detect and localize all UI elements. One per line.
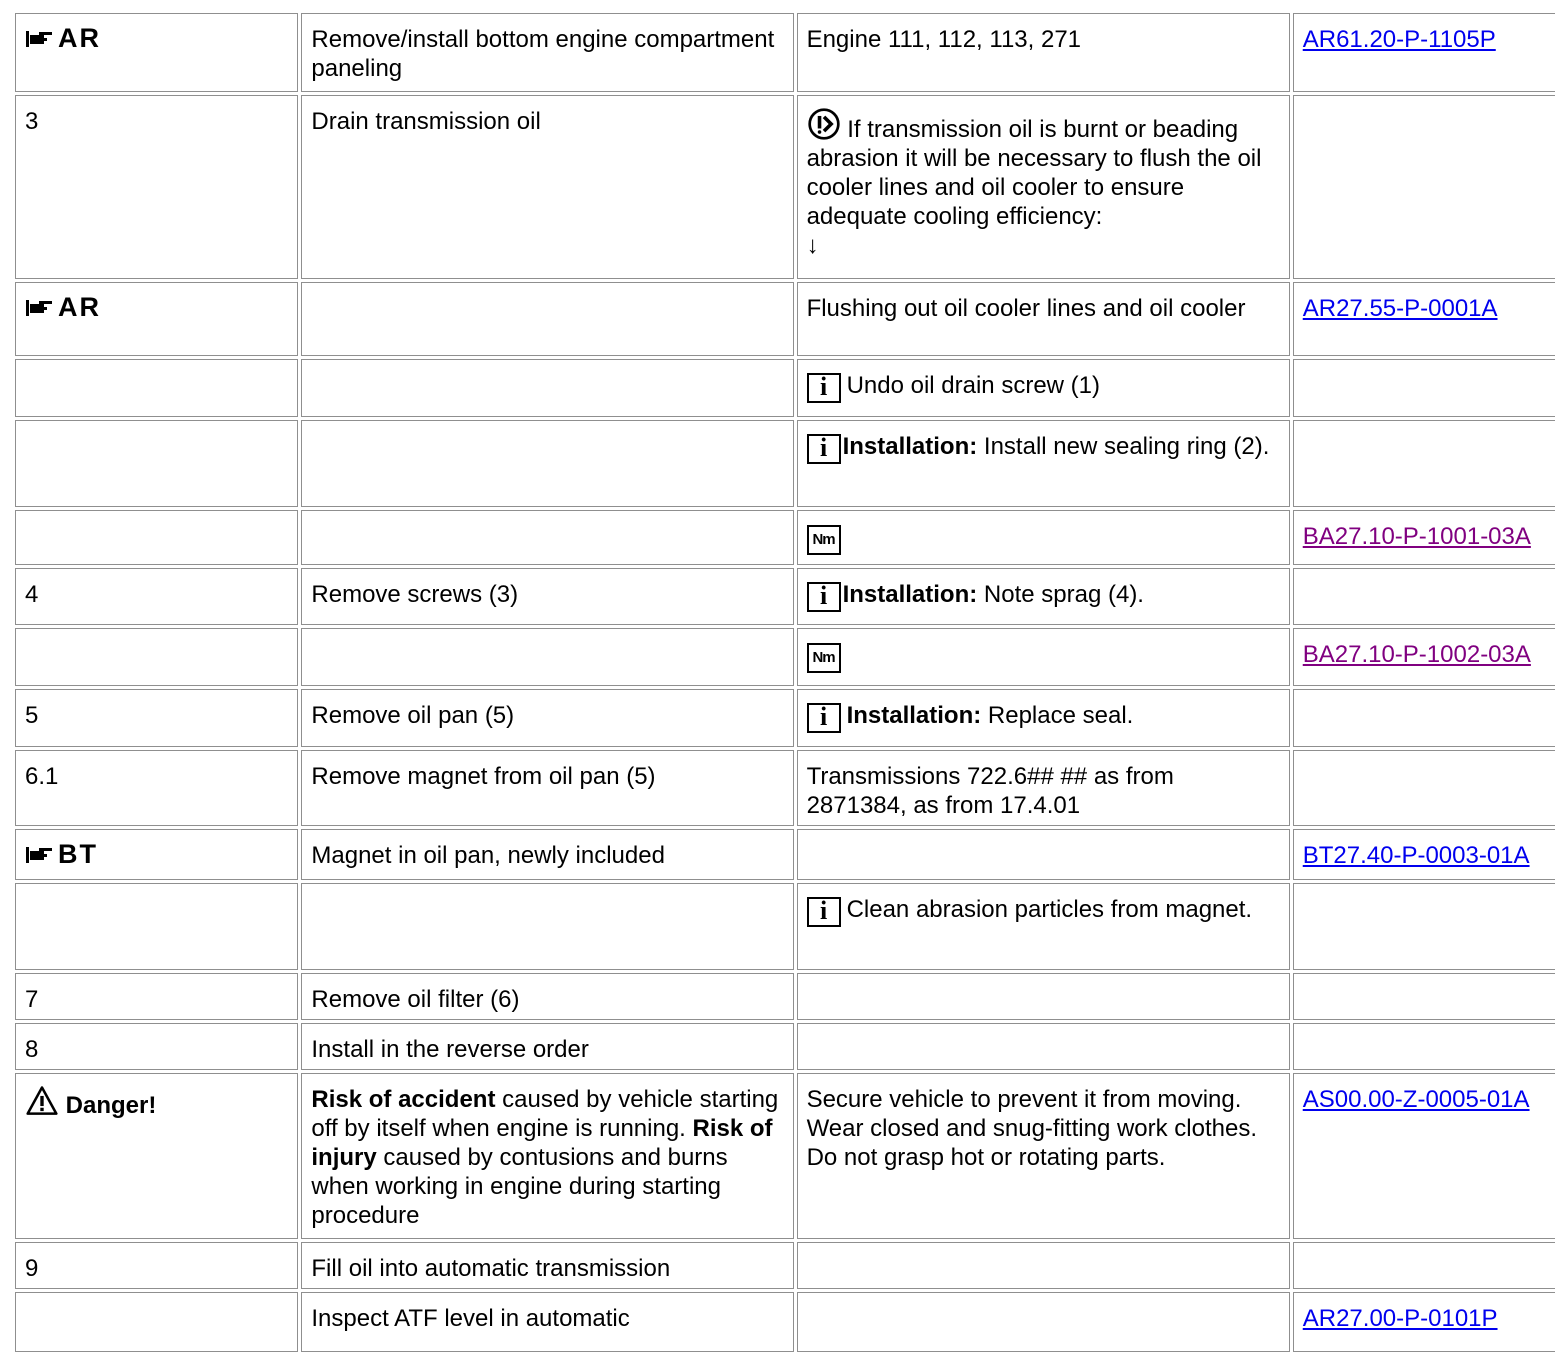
link-cell	[1293, 973, 1555, 1020]
note-text: If transmission oil is burnt or beading abrasion it will be necessary to flush the oil cooler lines and oil cooler to ensure adequate cooling efficiency:	[806, 116, 1262, 230]
note-cell: Transmissions 722.6## ## as from 2871384, as from 17.4.01	[797, 750, 1290, 826]
action-cell	[301, 282, 793, 356]
document-link[interactable]: AR27.55-P-0001A	[1302, 295, 1498, 322]
note-text: Replace seal.	[987, 702, 1134, 729]
pointing-hand-icon	[25, 298, 55, 318]
action-cell	[301, 359, 793, 417]
table-row	[15, 829, 1555, 880]
note-bold: Installation:	[846, 702, 982, 729]
note-cell	[797, 1292, 1290, 1352]
link-cell	[1293, 1242, 1555, 1289]
table-row	[15, 1292, 1555, 1352]
risk-injury-text: caused by contusions and burns when working in engine during starting procedure	[311, 1144, 728, 1229]
note-text: Install new sealing ring (2).	[983, 433, 1270, 460]
link-cell	[1293, 829, 1555, 880]
link-cell	[1293, 1292, 1555, 1352]
action-cell: Remove screws (3)	[301, 568, 793, 625]
link-cell	[1293, 1073, 1555, 1239]
note-cell: Engine 111, 112, 113, 271	[797, 13, 1290, 92]
risk-accident-label: Risk of accident	[311, 1086, 496, 1113]
note-line: Do not grasp hot or rotating parts.	[806, 1144, 1166, 1171]
note-cell	[797, 1073, 1290, 1239]
action-cell	[301, 510, 793, 565]
ref-ar	[25, 25, 101, 52]
table-row	[15, 13, 1555, 92]
action-cell: Remove/install bottom engine compartment paneling	[301, 13, 793, 92]
link-cell	[1293, 420, 1555, 507]
danger-label: Danger!	[65, 1092, 157, 1119]
step-cell	[15, 1292, 298, 1352]
note-line: Wear closed and snug-fitting work clothes.	[806, 1115, 1258, 1142]
table-row	[15, 628, 1555, 686]
table-row	[15, 689, 1555, 747]
ref-cell	[15, 282, 298, 356]
table-row	[15, 359, 1555, 417]
table-row	[15, 420, 1555, 507]
note-cell	[797, 829, 1290, 880]
action-cell: Drain transmission oil	[301, 95, 793, 279]
risk-accident-text: caused by vehicle starting off by itself when engine is running.	[311, 1086, 779, 1142]
pointing-hand-icon	[25, 29, 55, 49]
action-cell	[301, 628, 793, 686]
note-text: Clean abrasion particles from magnet.	[846, 896, 1253, 923]
link-cell	[1293, 13, 1555, 92]
down-arrow: ↓	[806, 232, 819, 259]
info-icon: i	[807, 373, 841, 403]
torque-nm-icon: Nm	[807, 525, 841, 555]
action-cell: Remove oil filter (6)	[301, 973, 793, 1020]
note-cell	[797, 973, 1290, 1020]
note-bold: Installation:	[842, 581, 978, 608]
ref-ar	[25, 294, 101, 321]
link-cell	[1293, 628, 1555, 686]
note-text: Undo oil drain screw (1)	[846, 372, 1100, 399]
document-link[interactable]: BA27.10-P-1001-03A	[1302, 523, 1531, 550]
caution-circle-icon	[807, 107, 841, 141]
document-link[interactable]: AS00.00-Z-0005-01A	[1302, 1086, 1530, 1113]
step-cell: 7	[15, 973, 298, 1020]
danger-cell	[15, 1073, 298, 1239]
info-icon: i	[807, 703, 841, 733]
action-cell: Magnet in oil pan, newly included	[301, 829, 793, 880]
action-cell: Fill oil into automatic transmission	[301, 1242, 793, 1289]
step-cell: 3	[15, 95, 298, 279]
ref-label: AR	[58, 292, 101, 322]
note-cell	[797, 628, 1290, 686]
torque-nm-icon: Nm	[807, 643, 841, 673]
link-cell	[1293, 1023, 1555, 1070]
step-cell: 4	[15, 568, 298, 625]
table-row	[15, 1073, 1555, 1239]
note-cell	[797, 689, 1290, 747]
note-bold: Installation:	[842, 433, 978, 460]
note-text: Note sprag (4).	[983, 581, 1144, 608]
info-icon: i	[807, 897, 841, 927]
document-link[interactable]: BT27.40-P-0003-01A	[1302, 842, 1530, 869]
note-cell	[797, 568, 1290, 625]
note-cell	[797, 883, 1290, 970]
link-cell	[1293, 510, 1555, 565]
link-cell	[1293, 568, 1555, 625]
table-row	[15, 973, 1555, 1020]
document-link[interactable]: AR61.20-P-1105P	[1302, 26, 1496, 53]
table-row	[15, 568, 1555, 625]
step-cell: 5	[15, 689, 298, 747]
link-cell	[1293, 359, 1555, 417]
warning-triangle-icon	[25, 1085, 59, 1117]
table-row	[15, 1023, 1555, 1070]
ref-label: BT	[58, 839, 98, 869]
note-cell	[797, 1242, 1290, 1289]
action-cell: Install in the reverse order	[301, 1023, 793, 1070]
note-line: Secure vehicle to prevent it from moving.	[806, 1086, 1242, 1113]
ref-bt	[25, 841, 98, 868]
info-icon: i	[807, 434, 841, 464]
note-cell	[797, 95, 1290, 279]
table-row	[15, 1242, 1555, 1289]
table-row	[15, 510, 1555, 565]
step-cell	[15, 628, 298, 686]
action-cell: Inspect ATF level in automatic	[301, 1292, 793, 1352]
step-cell: 6.1	[15, 750, 298, 826]
step-cell	[15, 883, 298, 970]
step-cell: 8	[15, 1023, 298, 1070]
note-cell: Flushing out oil cooler lines and oil cooler	[797, 282, 1290, 356]
procedure-table	[12, 10, 1555, 1355]
action-cell: Remove magnet from oil pan (5)	[301, 750, 793, 826]
action-cell	[301, 883, 793, 970]
info-icon: i	[807, 582, 841, 612]
action-cell	[301, 1073, 793, 1239]
ref-label: AR	[58, 23, 101, 53]
note-cell	[797, 359, 1290, 417]
action-cell	[301, 420, 793, 507]
document-link[interactable]: AR27.00-P-0101P	[1302, 1305, 1498, 1332]
risk-injury-label: Risk of injury	[311, 1115, 773, 1171]
link-cell	[1293, 750, 1555, 826]
step-cell: 9	[15, 1242, 298, 1289]
step-cell	[15, 359, 298, 417]
pointing-hand-icon	[25, 845, 55, 865]
link-cell	[1293, 689, 1555, 747]
table-row	[15, 282, 1555, 356]
action-cell: Remove oil pan (5)	[301, 689, 793, 747]
table-row	[15, 883, 1555, 970]
step-cell	[15, 510, 298, 565]
document-link[interactable]: BA27.10-P-1002-03A	[1302, 641, 1531, 668]
link-cell	[1293, 282, 1555, 356]
ref-cell	[15, 13, 298, 92]
link-cell	[1293, 95, 1555, 279]
table-row	[15, 750, 1555, 826]
link-cell	[1293, 883, 1555, 970]
table-row	[15, 95, 1555, 279]
note-cell	[797, 510, 1290, 565]
note-cell	[797, 1023, 1290, 1070]
ref-cell	[15, 829, 298, 880]
step-cell	[15, 420, 298, 507]
note-cell	[797, 420, 1290, 507]
